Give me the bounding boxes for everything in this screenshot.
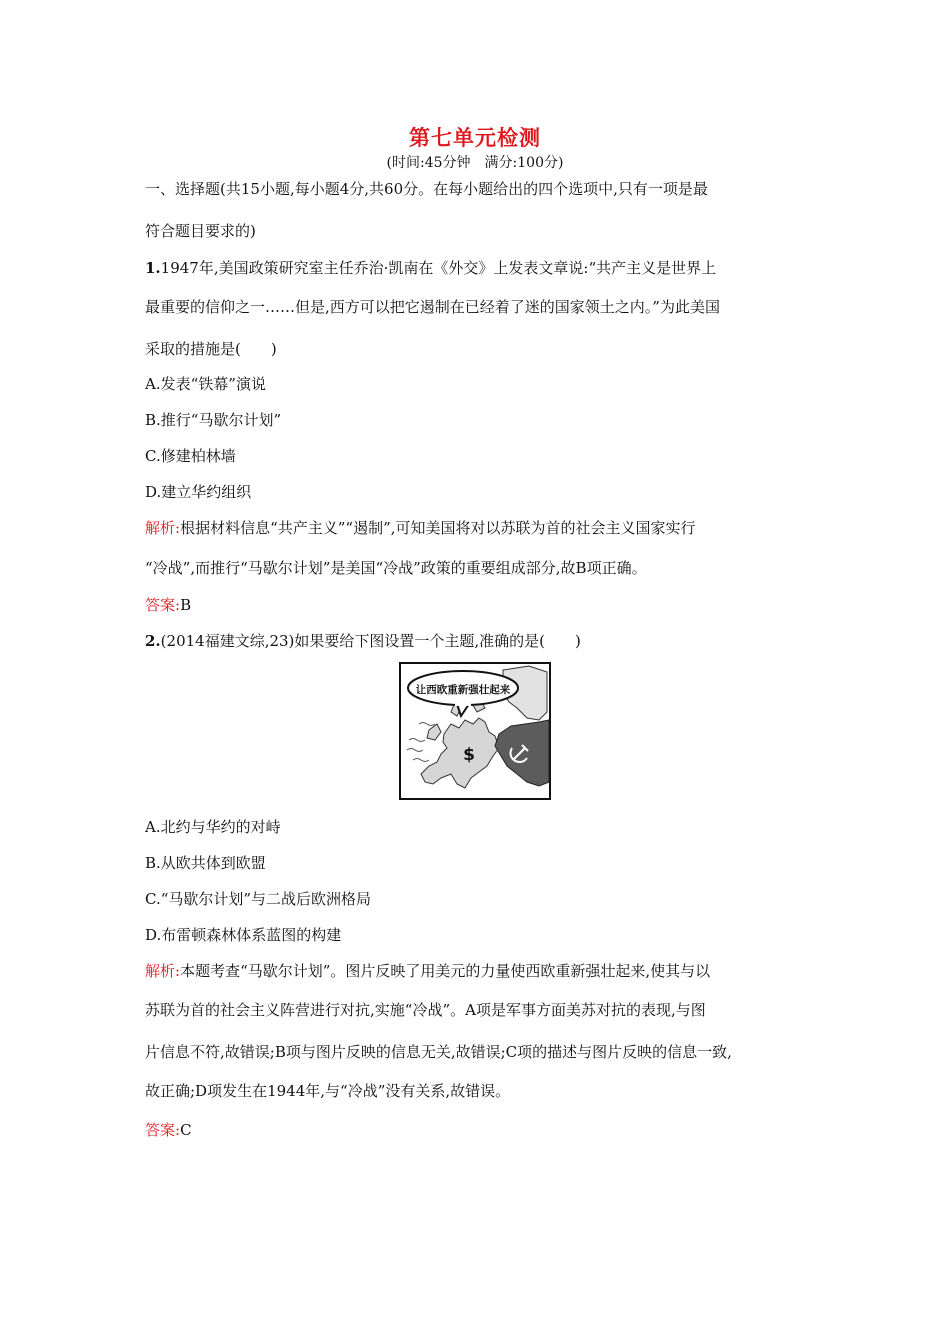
question-2-analysis-label: 解析:	[145, 962, 181, 980]
question-1-analysis-line-2: “冷战”,而推行“马歇尔计划”是美国“冷战”政策的重要组成部分,故B项正确。	[145, 559, 647, 577]
question-2-analysis-line-3: 片信息不符,故错误;B项与图片反映的信息无关,故错误;C项的描述与图片反映的信息一致,	[145, 1043, 732, 1061]
question-1-line-1	[145, 257, 716, 278]
cartoon-speech-text: 让西欧重新强壮起来	[415, 684, 511, 696]
question-2-option-a: A.北约与华约的对峙	[145, 818, 281, 836]
question-1-analysis-line-1	[145, 517, 696, 538]
question-1-answer-label: 答案:	[145, 596, 181, 614]
question-2-answer-label: 答案:	[145, 1121, 181, 1139]
dollar-symbol: $	[463, 745, 475, 765]
question-1-number: 1.	[145, 259, 161, 277]
section-heading-line-1: 一、选择题(共15小题,每小题4分,共60分。在每小题给出的四个选项中,只有一项是最	[145, 180, 708, 198]
question-1-text-1: 1947年,美国政策研究室主任乔治·凯南在《外交》上发表文章说:“共产主义是世界上	[160, 259, 717, 277]
question-2-option-c: C.“马歇尔计划”与二战后欧洲格局	[145, 890, 372, 908]
cartoon-figure	[399, 662, 551, 800]
page-title: 第七单元检测	[409, 126, 541, 150]
question-2-text-1: (2014福建文综,23)如果要给下图设置一个主题,准确的是( )	[160, 632, 581, 650]
question-2-line-1	[145, 630, 581, 651]
question-2-number: 2.	[145, 632, 161, 650]
question-2-analysis-text-1: 本题考查“马歇尔计划”。图片反映了用美元的力量使西欧重新强壮起来,使其与以	[180, 962, 711, 980]
question-1-option-c: C.修建柏林墙	[145, 447, 236, 465]
question-1-option-b: B.推行“马歇尔计划”	[145, 411, 282, 429]
page-subtitle: (时间:45分钟 满分:100分)	[386, 155, 564, 171]
question-2-answer	[145, 1119, 192, 1140]
question-1-answer-value: B	[180, 596, 192, 614]
question-2-analysis-line-4: 故正确;D项发生在1944年,与“冷战”没有关系,故错误。	[145, 1082, 511, 1100]
question-2-analysis-line-2: 苏联为首的社会主义阵营进行对抗,实施“冷战”。A项是军事方面美苏对抗的表现,与图	[145, 1001, 706, 1019]
question-1-line-3: 采取的措施是( )	[145, 340, 277, 358]
question-2-analysis-line-1	[145, 960, 710, 981]
question-1-line-2: 最重要的信仰之一……但是,西方可以把它遏制在已经着了迷的国家领土之内。”为此美国	[145, 298, 720, 316]
question-1-option-a: A.发表“铁幕”演说	[145, 375, 266, 393]
question-2-option-d: D.布雷顿森林体系蓝图的构建	[145, 926, 342, 944]
question-1-analysis-text-1: 根据材料信息“共产主义”“遏制”,可知美国将对以苏联为首的社会主义国家实行	[180, 519, 696, 537]
question-2-option-b: B.从欧共体到欧盟	[145, 854, 266, 872]
section-heading-line-2: 符合题目要求的)	[145, 222, 256, 240]
question-2-answer-value: C	[180, 1121, 192, 1139]
question-1-analysis-label: 解析:	[145, 519, 181, 537]
question-1-option-d: D.建立华约组织	[145, 483, 252, 501]
question-1-answer	[145, 594, 191, 615]
